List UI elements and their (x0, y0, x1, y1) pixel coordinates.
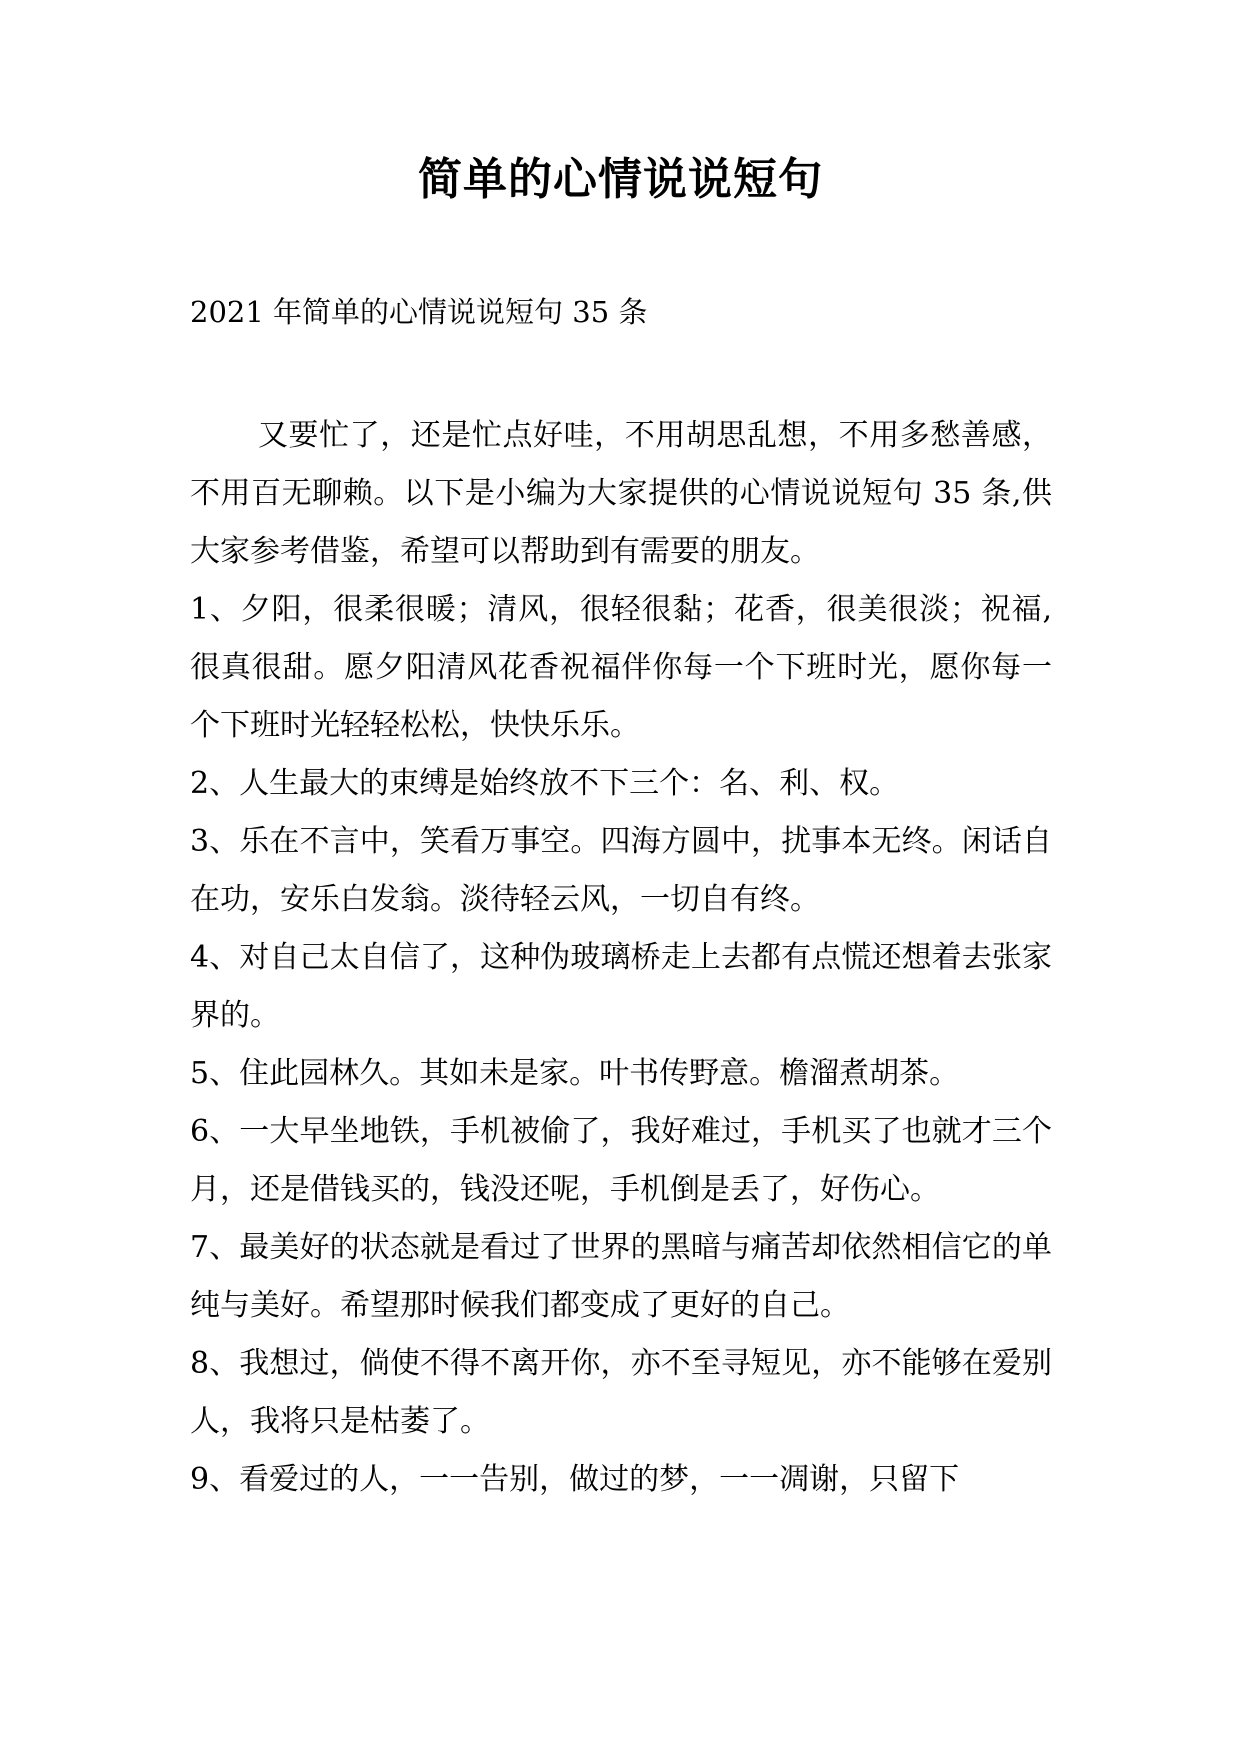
document-title: 简单的心情说说短句 (418, 154, 823, 205)
list-item-3: 3、乐在不言中，笑看万事空。四海方圆中，扰事本无终。闲话自在功，安乐白发翁。淡待轻云风，一切自有终。 (190, 824, 1052, 917)
list-item-9: 9、看爱过的人，一一告别，做过的梦，一一凋谢，只留下 (190, 1462, 960, 1497)
intro-paragraph: 又要忙了，还是忙点好哇，不用胡思乱想，不用多愁善感，不用百无聊赖。以下是小编为大家提供的心情说说短句 35 条,供大家参考借鉴，希望可以帮助到有需要的朋友。 (190, 418, 1052, 569)
list-item-1: 1、夕阳，很柔很暖；清风，很轻很黏；花香，很美很淡；祝福,很真很甜。愿夕阳清风花香祝福伴你每一个下班时光，愿你每一个下班时光轻轻松松，快快乐乐。 (190, 592, 1052, 743)
list-item-8: 8、我想过，倘使不得不离开你，亦不至寻短见，亦不能够在爱别人，我将只是枯萎了。 (190, 1346, 1052, 1439)
document-subtitle: 2021 年简单的心情说说短句 35 条 (190, 295, 648, 329)
list-item-2: 2、人生最大的束缚是始终放不下三个：名、利、权。 (190, 766, 900, 801)
document-body (190, 407, 1052, 1509)
list-item-4: 4、对自己太自信了，这种伪玻璃桥走上去都有点慌还想着去张家界的。 (190, 940, 1052, 1033)
list-item-6: 6、一大早坐地铁，手机被偷了，我好难过，手机买了也就才三个月，还是借钱买的，钱没还呢，手机倒是丢了，好伤心。 (190, 1114, 1052, 1207)
list-item-5: 5、住此园林久。其如未是家。叶书传野意。檐溜煮胡茶。 (190, 1056, 960, 1091)
list-item-7: 7、最美好的状态就是看过了世界的黑暗与痛苦却依然相信它的单纯与美好。希望那时候我们都变成了更好的自己。 (190, 1230, 1052, 1323)
